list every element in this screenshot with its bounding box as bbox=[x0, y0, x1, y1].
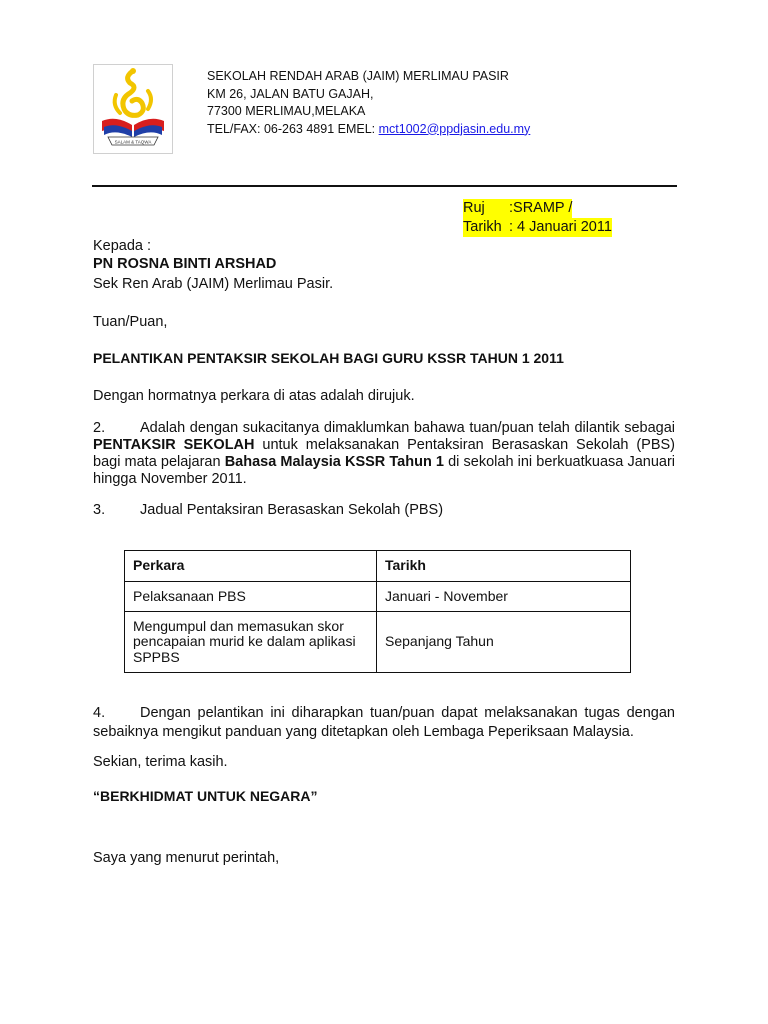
ruj-value: :SRAMP / bbox=[509, 200, 573, 216]
paragraph-2-text-3: di sekolah ini berkuatkuasa Januari hingga November 2011. bbox=[93, 454, 675, 487]
table-row bbox=[125, 612, 631, 673]
paragraph-3-text: Jadual Pentaksiran Berasaskan Sekolah (PBS) bbox=[140, 502, 444, 518]
logo-motto: SALAM & TAQWA bbox=[114, 139, 152, 145]
paragraph-2-text-1: Adalah dengan sukacitanya dimaklumkan bahawa tuan/puan telah dilantik sebagai bbox=[140, 420, 675, 436]
closing: Sekian, terima kasih. bbox=[93, 754, 228, 770]
greeting: Tuan/Puan, bbox=[93, 314, 168, 330]
table-header-cell: Tarikh bbox=[377, 551, 631, 582]
ruj-label: Ruj bbox=[463, 200, 485, 216]
reference-block bbox=[463, 199, 612, 237]
recipient-organisation: Sek Ren Arab (JAIM) Merlimau Pasir. bbox=[93, 276, 334, 292]
table-header-cell: Perkara bbox=[125, 551, 377, 582]
paragraph-4-number: 4. bbox=[93, 705, 106, 721]
school-logo bbox=[93, 64, 173, 154]
contact-prefix: TEL/FAX: 06-263 4891 EMEL: bbox=[207, 121, 379, 136]
signoff: Saya yang menurut perintah, bbox=[93, 850, 280, 866]
motto: “BERKHIDMAT UNTUK NEGARA” bbox=[93, 788, 318, 804]
email-link[interactable]: mct1002@ppdjasin.edu.my bbox=[378, 121, 531, 136]
paragraph-3 bbox=[93, 502, 443, 518]
schedule-table bbox=[124, 550, 631, 673]
school-name: SEKOLAH RENDAH ARAB (JAIM) MERLIMAU PASIR bbox=[207, 69, 509, 83]
tarikh-value: : 4 Januari 2011 bbox=[509, 219, 612, 235]
paragraph-3-number: 3. bbox=[93, 502, 106, 518]
paragraph-2-text-2: untuk melaksanakan Pentaksiran Berasaskan Sekolah (PBS) bagi mata pelajaran bbox=[93, 437, 675, 470]
paragraph-2-bold-2: Bahasa Malaysia KSSR Tahun 1 bbox=[224, 454, 444, 470]
address-line-2: 77300 MERLIMAU,MELAKA bbox=[207, 104, 366, 118]
table-row bbox=[125, 582, 631, 612]
contact-line bbox=[207, 121, 530, 139]
paragraph-2-number: 2. bbox=[93, 420, 106, 436]
paragraph-4 bbox=[93, 704, 675, 742]
address-line-1: KM 26, JALAN BATU GAJAH, bbox=[207, 86, 374, 101]
tarikh-label: Tarikh bbox=[463, 219, 502, 235]
header-divider bbox=[92, 185, 677, 187]
subject-heading: PELANTIKAN PENTAKSIR SEKOLAH BAGI GURU KSSR TAHUN 1 2011 bbox=[93, 350, 564, 366]
paragraph-2 bbox=[93, 420, 675, 488]
table-cell: Sepanjang Tahun bbox=[377, 612, 631, 673]
paragraph-1: Dengan hormatnya perkara di atas adalah dirujuk. bbox=[93, 388, 415, 404]
table-cell: Mengumpul dan memasukan skor pencapaian murid ke dalam aplikasi SPPBS bbox=[125, 612, 377, 673]
recipient-name: PN ROSNA BINTI ARSHAD bbox=[93, 256, 277, 272]
paragraph-2-bold-1: PENTAKSIR SEKOLAH bbox=[93, 437, 255, 453]
table-cell: Januari - November bbox=[377, 582, 631, 612]
table-cell: Pelaksanaan PBS bbox=[125, 582, 377, 612]
tarikh-line bbox=[463, 218, 612, 237]
paragraph-4-text: Dengan pelantikan ini diharapkan tuan/puan dapat melaksanakan tugas dengan sebaiknya mengikut panduan yang ditetapkan oleh Lembaga Peperiksaan Malaysia. bbox=[93, 705, 675, 740]
letterhead bbox=[207, 68, 530, 138]
recipient-to: Kepada : bbox=[93, 238, 152, 254]
ruj-line bbox=[463, 199, 572, 218]
school-crest-icon bbox=[94, 65, 172, 153]
table-header-row bbox=[125, 551, 631, 582]
